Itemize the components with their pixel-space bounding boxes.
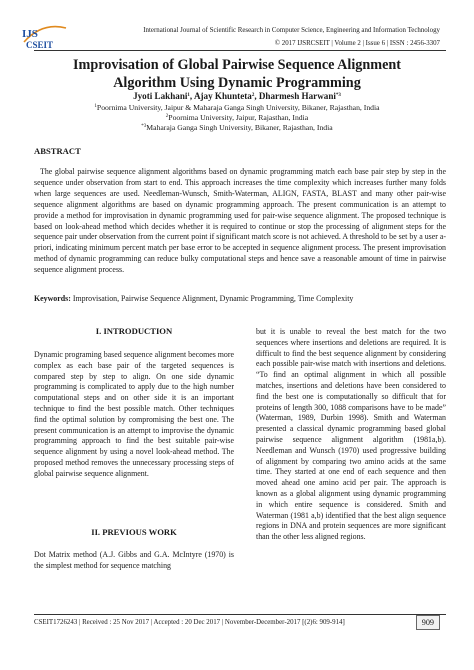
author-name: Jyoti Lakhani bbox=[133, 91, 188, 101]
section-heading-introduction: I. INTRODUCTION bbox=[95, 326, 173, 336]
journal-logo bbox=[20, 22, 70, 52]
keywords-list: Improvisation, Pairwise Sequence Alignment, Dynamic Programming, Time Complexity bbox=[72, 294, 354, 303]
issue-info: © 2017 IJSRCSEIT | Volume 2 | Issue 6 | ISSN : 2456-3307 bbox=[274, 40, 440, 47]
footer-citation: CSEIT1726243 | Received : 25 Nov 2017 | Accepted : 20 Dec 2017 | November-December-2017 [(2)6: 909-914] bbox=[34, 619, 345, 626]
header-divider bbox=[34, 50, 446, 51]
svg-text:CSEIT: CSEIT bbox=[26, 40, 54, 50]
previous-work-paragraph: Dot Matrix method (A.J. Gibbs and G.A. McIntyre (1970) is the simplest method for sequence matching bbox=[34, 550, 234, 570]
journal-name: International Journal of Scientific Research in Computer Science, Engineering and Information Technology bbox=[143, 27, 440, 34]
introduction-paragraph: Dynamic programing based sequence alignment becomes more complex as each base pair of the targeted sequences is compared step by step to align. On one side dynamic programming is complicated to apply due to the high number computational steps and on other side it is an important technique to find the best possible match. Other techniques find the optimal solution by compromising the best one. The present communication is an attempt to improvise the dynamic programming approach to find the best suitable pair-wise sequence alignment by using a novel look-ahead method. The proposed method removes the unnecessary processing steps of global pairwise sequence alignment. bbox=[34, 350, 234, 478]
affiliation-2: $^2$Poornima University, Jaipur, Rajasthan, India bbox=[165, 113, 309, 122]
paper-title-line-2: Algorithm Using Dynamic Programming bbox=[113, 75, 361, 91]
footer-divider bbox=[34, 614, 446, 615]
author-name: Dharmesh Harwani bbox=[258, 91, 336, 101]
right-column-paragraph: but it is unable to reveal the best match for the two sequences where insertions and deletions are required. It is difficult to find the best sequence alignment by considering each possible pair-wise match with insertions and deletions. “To find an optimal alignment in which all possible matches, insertions and deletions have been considered to find the best one is computationally so difficult that for proteins of length 300, 1088 comparisons have to be made” (Waterman, 1989, Durbin 1998). Smith and Waterman presented a classical dynamic programming based global pairwise sequence alignment algorithm (1981a,b). Needleman and Wunsch (1970) used progressive building of alignment by comparing two amino acids at the same time. They started at one end of each sequence and then moved ahead one amino acid per pair. The approach is known as a global alignment using dynamic programming in which entire sequence is considered. Smith and Waterman (1981 a,b) identified that the best align sequence regions in DNA and protein sequences are more significant than the other less aligned regions. bbox=[256, 327, 446, 542]
logo-graphic bbox=[20, 22, 70, 52]
abstract-body: The global pairwise sequence alignment algorithms based on dynamic programming match each base pair step by step in the sequence under observation from start to end. This approach increases the time complexity which increases further many folds when large sequences are used. Needleman-Wunsch, Smith-Waterman, ALIGN, FASTA, BLAST and many other pair-wise sequence alignment algorithms are based on dynamic programming approach. The present communication is an attempt to provide a method for improvisation in dynamic programming used for pair-wise sequence alignment. The proposed technique is based on look-ahead method which decides whether it is required to continue or stop the processing of alignment steps for the sequence pair under observation from the current point if significant match score is not achieved. A threshold to be set by a user a-priori, indicating minimum percent match per base error to be accepted in sequence alignment process. The present improvisation method of dynamic programming can reduce bulky computational steps and hence save a reasonable amount of time in pairwise sequence alignment process. bbox=[34, 167, 446, 275]
section-heading-previous-work: II. PREVIOUS WORK bbox=[91, 527, 177, 537]
affiliation-3: $^{*3}$Maharaja Ganga Singh University, Bikaner, Rajasthan, India bbox=[141, 123, 333, 132]
page-number: 909 bbox=[416, 615, 440, 630]
svg-text:IJS: IJS bbox=[22, 28, 38, 40]
abstract-heading: ABSTRACT bbox=[34, 146, 81, 156]
paper-title-line-1: Improvisation of Global Pairwise Sequence Alignment bbox=[72, 57, 402, 73]
affiliation-1: $^1$Poornima University, Jaipur & Maharaja Ganga Singh University, Bikaner, Rajasthan, India bbox=[94, 103, 380, 112]
author-list: Jyoti Lakhani$^1$, Ajay Khunteta$^2$, Dharmesh Harwani$^{*3}$ bbox=[133, 91, 341, 101]
keywords-label: Keywords: bbox=[34, 294, 71, 303]
author-name: Ajay Khunteta bbox=[193, 91, 252, 101]
keywords bbox=[34, 294, 446, 305]
